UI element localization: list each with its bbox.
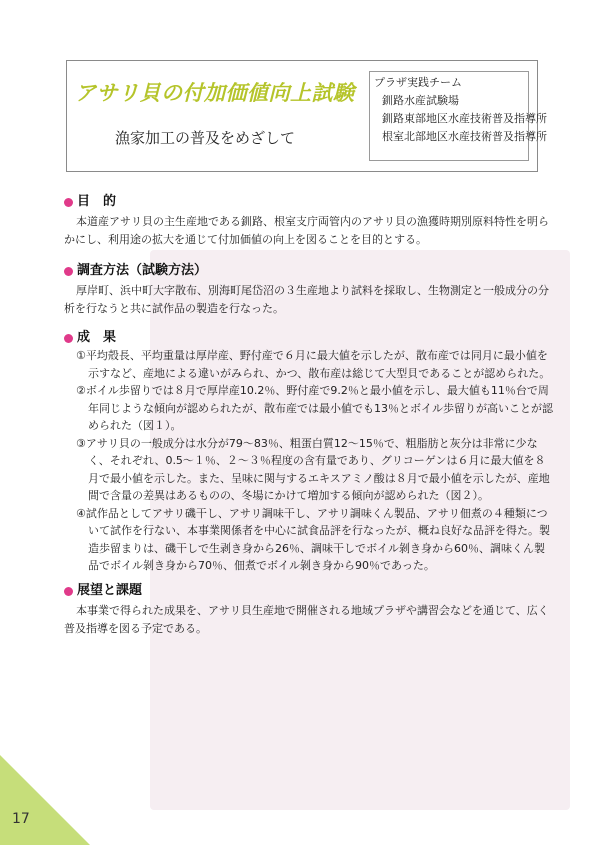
team-org: 釧路水産試験場 [382, 94, 459, 107]
heading-text: 展望と課題 [77, 583, 143, 598]
team-box [369, 71, 547, 161]
bullet-icon [64, 587, 73, 596]
corner-decoration [0, 755, 90, 845]
list-item: ①平均殻長、平均重量は厚岸産、野付産で６月に最大値を示したが、散布産では同月に最小値を示すなど、産地による違いがみられ、かつ、散布産は総じて大型貝であることが認められた。 [76, 349, 551, 380]
team-org: 釧路東部地区水産技術普及指導所 [382, 112, 547, 125]
page-subtitle: 漁家加工の普及をめざして [115, 129, 296, 147]
results-list [64, 347, 554, 575]
bullet-icon [64, 334, 73, 343]
team-title: プラザ実践チーム [374, 76, 462, 89]
header-box [66, 60, 547, 172]
section-outlook [64, 582, 554, 637]
heading-text: 目 的 [77, 194, 117, 209]
page-title: アサリ貝の付加価値向上試験 [75, 81, 355, 105]
list-item: ④試作品としてアサリ磯干し、アサリ調味干し、アサリ調味くん製品、アサリ佃煮の４種類について試作を行ない、本事業関係者を中心に試食品評を行なったが、概ね良好な品評を得た。製造歩留まりは、磯干しで生剥き身から26％、調味干しでボイル剝き身から60％、調味くん製品でボイル剝き身から70％、佃煮でボイル剝き身から90％であった。 [76, 506, 550, 572]
section-heading [64, 329, 554, 347]
bullet-icon [64, 267, 73, 276]
section-text: 本事業で得られた成果を、アサリ貝生産地で開催される地域プラザや講習会などを通じて、広く普及指導を図る予定である。 [64, 604, 549, 635]
section-results [64, 329, 554, 575]
heading-text: 調査方法（試験方法） [77, 263, 208, 278]
bullet-icon [64, 198, 73, 207]
section-method [64, 262, 554, 317]
section-heading [64, 262, 554, 280]
team-org: 根室北部地区水産技術普及指導所 [382, 130, 547, 143]
heading-text: 成 果 [77, 330, 117, 345]
section-heading [64, 582, 554, 600]
section-heading [64, 193, 554, 211]
list-item: ③アサリ貝の一般成分は水分が79～83％、粗蛋白質12～15％で、粗脂肪と灰分は非常に少なく、それぞれ、0.5～１％、２～３％程度の含有量であり、グリコーゲンは６月に最大値を８月で最小値を示した。また、呈味に関与するエキスアミノ酸は８月で最小値を示したが、産地間で含量の差異はあるものの、冬場にかけて増加する傾向が認められた（図２）。 [76, 436, 550, 502]
page-number: 17 [12, 811, 30, 827]
section-text: 本道産アサリ貝の主生産地である釧路、根室支庁両管内のアサリ貝の漁獲時期別原料特性を明らかにし、利用途の拡大を通じて付加価値の向上を図ることを目的とする。 [64, 215, 549, 246]
section-purpose [64, 193, 554, 248]
list-item: ②ボイル歩留りでは８月で厚岸産10.2％、野付産で9.2％と最小値を示し、最大値も11％台で周年同じような傾向が認められたが、散布産では最小値でも13％とボイル歩留りが高いことが認められた（図１）。 [76, 384, 553, 432]
section-text: 厚岸町、浜中町大字散布、別海町尾岱沼の３生産地より試料を採取し、生物測定と一般成分の分析を行なうと共に試作品の製造を行なった。 [64, 284, 549, 315]
